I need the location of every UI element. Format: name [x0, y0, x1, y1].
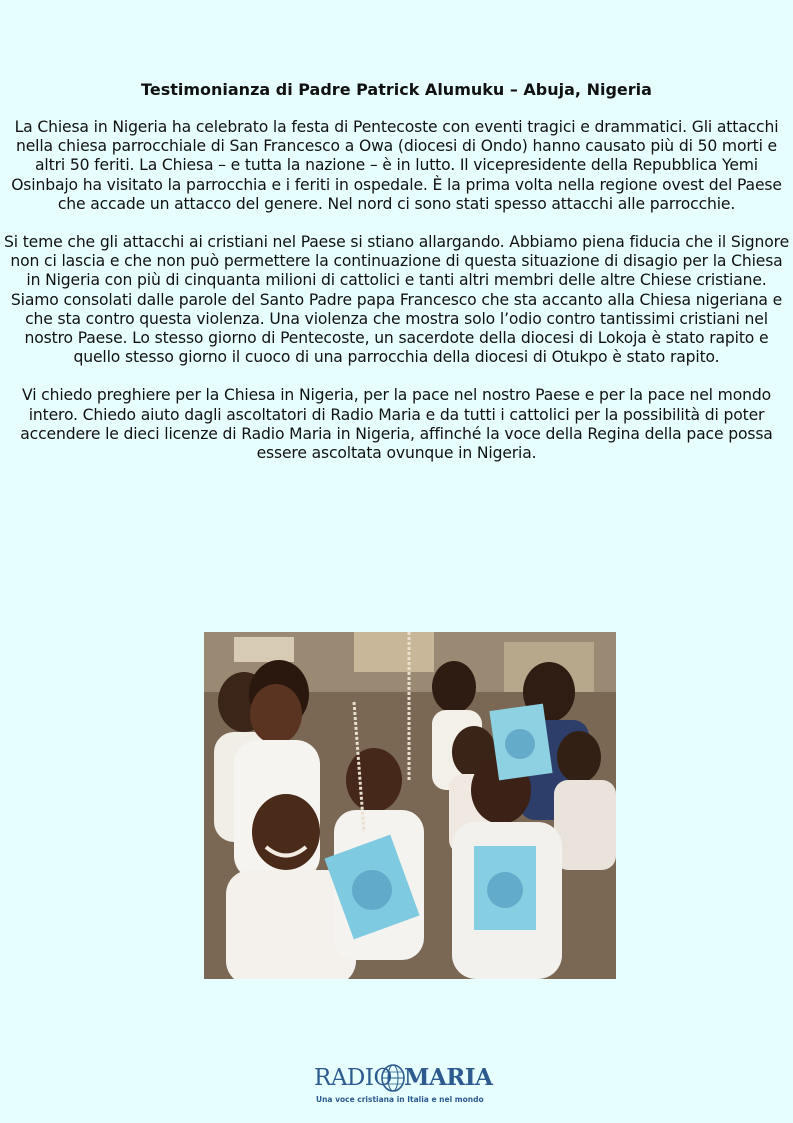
logo-tagline: Una voce cristiana in Italia e nel mondo	[316, 1095, 484, 1104]
paragraph-3: Vi chiedo preghiere per la Chiesa in Nigeria, per la pace nel nostro Paese e per la pace nel mondo intero. Chiedo aiuto dagli ascoltatori di Radio Maria e da tutti i cattolici per la possibilità di poter accendere le dieci licenze di Radio Maria in Nigeria, affinché la voce della Regina della pace possa essere ascoltata ovunque in Nigeria.	[20, 386, 773, 463]
paragraph-1: La Chiesa in Nigeria ha celebrato la festa di Pentecoste con eventi tragici e drammatici. Gli attacchi nella chiesa parrocchiale di San Francesco a Owa (diocesi di Ondo) hanno causato più di 50 morti e altri 50 feriti. La Chiesa – e tutta la nazione – è in lutto. Il vicepresidente della Repubblica Yemi Osinbajo ha visitato la parrocchia e i feriti in ospedale. È la prima volta nella regione ovest del Paese che accade un attacco del genere. Nel nord ci sono stati spesso attacchi alle parrocchie.	[11, 118, 782, 213]
radio-maria-logo	[312, 1062, 493, 1108]
logo-word-radio: RADIO	[314, 1065, 392, 1091]
children-photo	[204, 632, 616, 979]
document-title: Testimonianza di Padre Patrick Alumuku – Abuja, Nigeria	[141, 80, 652, 99]
globe-icon	[380, 1063, 406, 1093]
children-photo-illustration	[204, 632, 616, 979]
logo-word-maria: MARIA	[404, 1064, 493, 1091]
paragraph-2: Si teme che gli attacchi ai cristiani nel Paese si stiano allargando. Abbiamo piena fiducia che il Signore non ci lascia e che non può permettere la continuazione di questa situazione di disagio per la Chiesa in Nigeria con più di cinquanta milioni di cattolici e tanti altri membri delle altre Chiese cristiane. Siamo consolati dalle parole del Santo Padre papa Francesco che sta accanto alla Chiesa nigeriana e che sta contro questa violenza. Una violenza che mostra solo l’odio contro tantissimi cristiani nel nostro Paese. Lo stesso giorno di Pentecoste, un sacerdote della diocesi di Lokoja è stato rapito e quello stesso giorno il cuoco di una parrocchia della diocesi di Otukpo è stato rapito.	[3, 233, 790, 367]
document-body	[2, 118, 791, 482]
